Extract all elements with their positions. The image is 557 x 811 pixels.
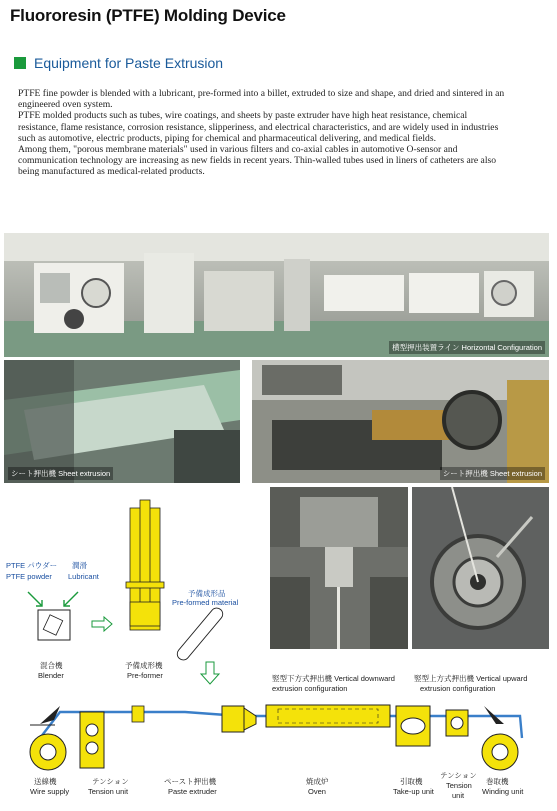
blender-jp: 混合機 — [40, 661, 63, 670]
preformer-shape — [126, 500, 164, 630]
preformed-material — [175, 606, 225, 663]
paste-extruder-jp: ペースト押出機 — [164, 777, 217, 786]
sheet-caption-left: シート押出機 Sheet extrusion — [8, 467, 113, 480]
paste-extruder-en: Paste extruder — [168, 787, 217, 796]
paragraph-intro: PTFE fine powder is blended with a lubricant, pre-formed into a billet, extruded to size and shape, and dried and sintered in an engineered oven system. — [18, 88, 505, 111]
preformer-en: Pre-former — [127, 671, 163, 680]
horizontal-line-illustration — [4, 233, 549, 357]
page-title: Fluororesin (PTFE) Molding Device — [10, 6, 286, 25]
horizontal-caption: 横型押出装置ライン Horizontal Configuration — [389, 341, 545, 354]
vertical-up-jp: 竪型上方式押出機 Vertical upward — [414, 674, 528, 683]
preformed-en: Pre-formed material — [172, 598, 239, 607]
vertical-down-en: extrusion configuration — [272, 684, 348, 693]
section-title: Equipment for Paste Extrusion — [34, 55, 224, 71]
ptfe-powder-jp: PTFE パウダー — [6, 561, 58, 570]
wire-supply-en: Wire supply — [30, 787, 70, 796]
tension2-en-1: Tension — [446, 781, 472, 790]
ptfe-powder-en: PTFE powder — [6, 572, 52, 581]
tension1-jp: テンション — [92, 777, 129, 786]
preformed-jp: 予備成形品 — [188, 589, 226, 598]
paragraph-applications: Among them, "porous membrane materials" used in various filters and co-axial cables in automotive O-sensor and communication technology are increasing as new fields in recent years. Thin-walled tubes used in liners of catheters are also being manufactured as medical-related products. — [18, 144, 497, 178]
wire-supply-jp: 送線機 — [34, 777, 57, 786]
sheet-caption-right: シート押出機 Sheet extrusion — [440, 467, 545, 480]
arrow-to-preformer — [92, 617, 112, 631]
arrow-down — [201, 662, 219, 684]
winding-jp: 巻取機 — [486, 777, 509, 786]
sheet-extrusion-illustration-left — [4, 360, 240, 483]
oven-en: Oven — [308, 787, 326, 796]
tension2-jp: テンション — [440, 771, 477, 780]
blender-en: Blender — [38, 671, 64, 680]
horizontal-line-photo — [4, 233, 549, 357]
section-heading — [14, 55, 223, 71]
vertical-down-jp: 竪型下方式押出機 Vertical downward — [272, 674, 395, 683]
takeup-en: Take-up unit — [393, 787, 434, 796]
preformer-jp: 予備成形機 — [125, 661, 163, 670]
lubricant-jp: 潤滑 — [72, 561, 87, 570]
process-diagram — [0, 480, 557, 811]
vertical-up-en: extrusion configuration — [420, 684, 496, 693]
tension2-en-2: unit — [452, 791, 465, 800]
blender-box — [38, 610, 70, 640]
lubricant-en: Lubricant — [68, 572, 99, 581]
oven-jp: 焼成炉 — [306, 777, 329, 786]
winding-en: Winding unit — [482, 787, 524, 796]
paragraph-products: PTFE molded products such as tubes, wire coatings, and sheets by paste extruder have high heat resistance, chemical resistance, flame resistance, corrosion resistance, slipperiness, and electrical characteristics, and are widely used in industries such as automotive, electric products, piping for chemical and pharmaceutical delivering, and medical fields. — [18, 110, 499, 144]
sheet-extrusion-photo-left — [4, 360, 240, 483]
sheet-extrusion-illustration-right — [252, 360, 549, 483]
input-arrows — [28, 592, 78, 606]
sheet-extrusion-photo-right — [252, 360, 549, 483]
body-text — [18, 88, 508, 178]
tension1-en: Tension unit — [88, 787, 129, 796]
section-bullet-icon — [14, 57, 26, 69]
takeup-jp: 引取機 — [400, 777, 423, 786]
